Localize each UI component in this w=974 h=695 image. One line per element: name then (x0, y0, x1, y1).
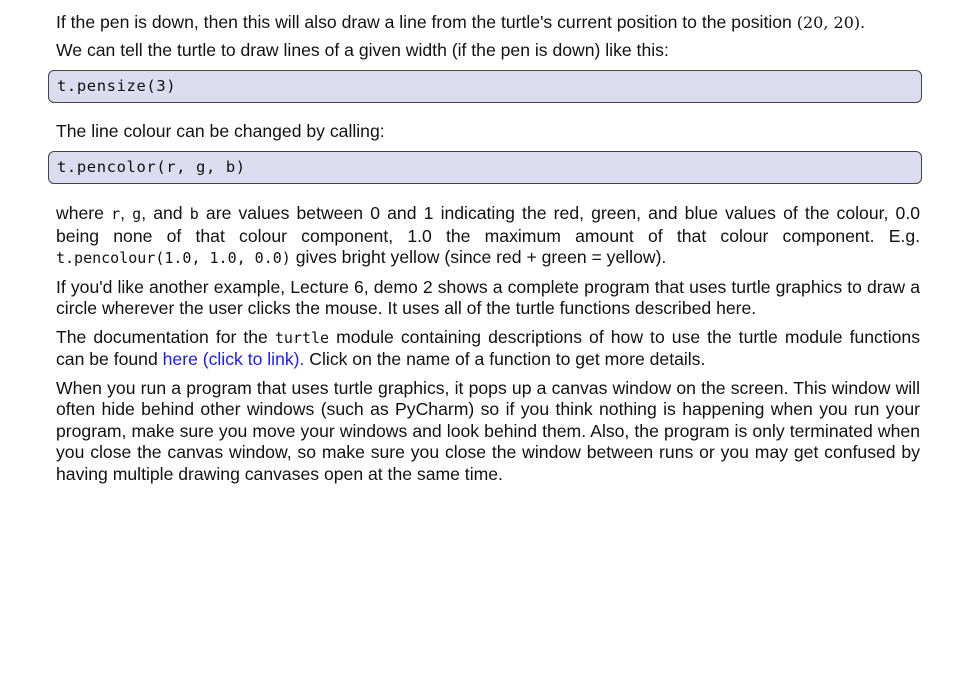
docs-text-1: The documentation for the (56, 326, 275, 347)
code-turtle: turtle (274, 328, 330, 347)
rgb-text-4: are values between 0 and 1 indicating the red, green, and blue values of the colour, 0.0 being none of that colour component, 1.0 the maximum amount of that colour component. E.g. (56, 203, 920, 246)
docs-text-3: Click on the name of a function to get more details. (304, 349, 706, 369)
document-body-lower (56, 203, 920, 485)
rgb-text-3: , and (141, 203, 190, 223)
pen-down-period: . (860, 12, 865, 32)
code-r: r (111, 205, 121, 223)
canvas-paragraph: When you run a program that uses turtle graphics, it pops up a canvas window on the screen. This window will often hide behind other windows (such as PyCharm) so if you think nothing is happening when you run your program, make sure you move your windows and look behind them. Also, the program is only terminated when you close the canvas window, so make sure you close the window between runs or you may get confused by having multiple drawing canvases open at the same time. (56, 377, 920, 484)
docs-text-2: module containing descriptions of how to use the turtle module functions can be found (56, 326, 920, 369)
example-paragraph: If you'd like another example, Lecture 6, demo 2 shows a complete program that uses turtle graphics to draw a circle wherever the user clicks the mouse. It uses all of the turtle functions described here. (56, 276, 920, 318)
position-math: (20, 20) (796, 13, 861, 32)
code-g: g (132, 205, 142, 223)
code-block-pencolor: t.pencolor(r, g, b) (48, 151, 922, 184)
pen-down-paragraph (56, 12, 920, 34)
code-pencolour-example: t.pencolour(1.0, 1.0, 0.0) (56, 249, 291, 267)
rgb-text-1: where (56, 203, 112, 223)
colour-intro (56, 121, 920, 143)
code-b: b (189, 205, 199, 223)
document-body (56, 12, 920, 61)
rgb-text-2: , (120, 203, 133, 223)
docs-paragraph (56, 327, 920, 371)
pen-width-paragraph: We can tell the turtle to draw lines of a given width (if the pen is down) like this: (56, 39, 669, 60)
rgb-paragraph (56, 203, 920, 270)
rgb-text-5: gives bright yellow (since red + green = yellow). (290, 247, 667, 267)
code-block-pensize: t.pensize(3) (48, 70, 922, 103)
pen-down-text: If the pen is down, then this will also draw a line from the turtle's current position to the position (56, 12, 797, 32)
colour-paragraph: The line colour can be changed by calling: (56, 121, 385, 141)
docs-link[interactable]: here (click to link). (162, 349, 305, 369)
